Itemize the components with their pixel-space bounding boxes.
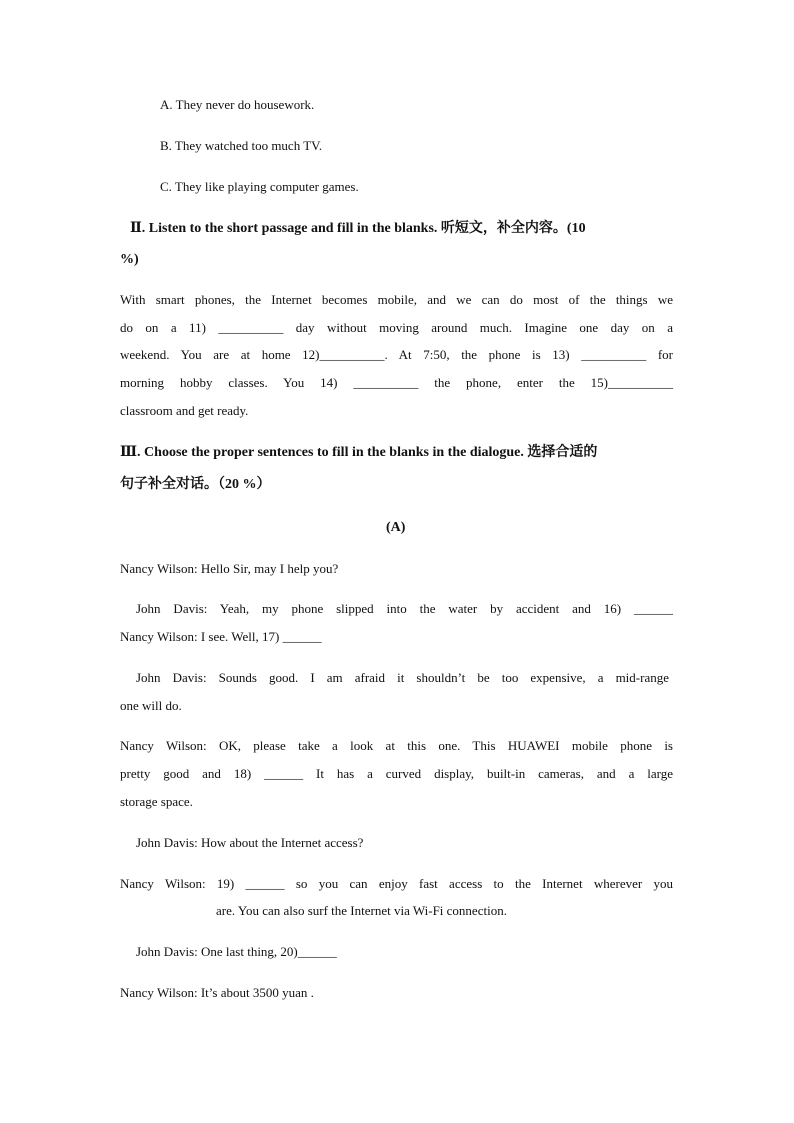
dialogue-line: are. You can also surf the Internet via Wi-Fi connection. [216, 903, 507, 918]
dialogue-line: pretty good and 18) ______ It has a curved display, built-in cameras, and a large [120, 766, 673, 781]
dialogue-line: Nancy Wilson: It’s about 3500 yuan . [120, 985, 314, 1000]
option-a: A. They never do housework. [160, 97, 315, 112]
section2-heading-cont: %) [120, 252, 139, 267]
dialogue-line: John Davis: One last thing, 20)______ [136, 944, 337, 959]
dialogue-line: John Davis: How about the Internet access? [136, 835, 364, 850]
section2-heading: Ⅱ. Listen to the short passage and fill in the blanks. 听短文，补全内容。(10 [130, 221, 586, 236]
section3-heading: Ⅲ. Choose the proper sentences to fill in the blanks in the dialogue. 选择合适的 [120, 445, 598, 460]
dialogue-line: Nancy Wilson: OK, please take a look at this one. This HUAWEI mobile phone is [120, 738, 673, 753]
passage-line: With smart phones, the Internet becomes mobile, and we can do most of the things we [120, 292, 673, 307]
dialogue-line: John Davis: Sounds good. I am afraid it shouldn’t be too expensive, a mid-range [136, 670, 669, 685]
passage-line: weekend. You are at home 12)__________. At 7:50, the phone is 13) __________ for [120, 347, 673, 362]
dialogue-line: Nancy Wilson: 19) ______ so you can enjoy fast access to the Internet wherever you [120, 876, 673, 891]
dialogue-line: storage space. [120, 794, 193, 809]
section3-heading-cont: 句子补全对话。（20 %） [120, 477, 271, 492]
passage-line: morning hobby classes. You 14) __________ the phone, enter the 15)__________ [120, 375, 673, 390]
passage-line: classroom and get ready. [120, 403, 249, 418]
option-b: B. They watched too much TV. [160, 138, 323, 153]
dialogue-line: John Davis: Yeah, my phone slipped into the water by accident and 16) ______ [136, 601, 673, 616]
part-label: (A) [386, 520, 406, 535]
option-c: C. They like playing computer games. [160, 179, 359, 194]
dialogue-line: Nancy Wilson: I see. Well, 17) ______ [120, 629, 322, 644]
dialogue-line: Nancy Wilson: Hello Sir, may I help you? [120, 561, 339, 576]
dialogue-line: one will do. [120, 698, 182, 713]
passage-line: do on a 11) __________ day without moving around much. Imagine one day on a [120, 320, 673, 335]
